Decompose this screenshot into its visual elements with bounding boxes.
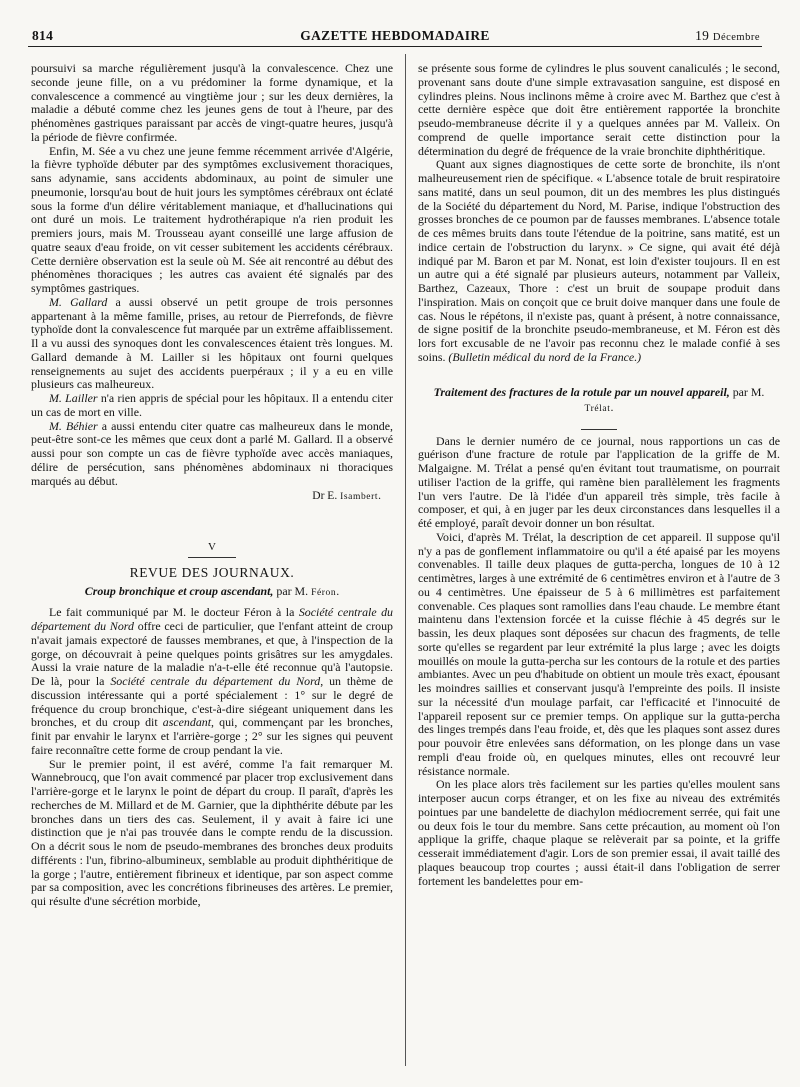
article-author: Féron [311,587,337,598]
paragraph: Sur le premier point, il est avéré, comme l'a fait remarquer M. Wannebroucq, que l'on avait commencé par placer trop exclusivement dans l'arrière-gorge et le larynx le point de départ du croup. Il paraît, d'après les recherches de M. Millard et de M. Garnier, que la diphthérite débute par les bronches dans un tiers des cas. Seulement, il y avait à faire ici une distinction que je n'ai pas trouvée dans le compte rendu de la discussion. On a décrit sous le nom de pseudo-membranes des bronches deux produits différents : l'un, fibrino-albumineux, semblable au produit diphthéritique de la gorge ; l'autre, entièrement fibrineux et identique, par son aspect comme par sa composition, avec les concrétions fibrineuses des artères. Le premier, qui résulte d'une sécrétion morbide, [31,756,393,908]
article-title: Traitement des fractures de la rotule par un nouvel appareil, [433,384,730,399]
paragraph-text: offre ceci de particulier, que l'enfant atteint de croup n'avait jamais expectoré de fausses membranes, et que, à l'inspection de la gorge, on découvrait à peine quelques points grisâtres sur les amygdales. Aussi la vraie nature de la maladie n'a-t-elle été reconnue qu'à l'autopsie. De là, pour la [31,619,393,688]
paragraph: se présente sous forme de cylindres le plus souvent canaliculés ; le second, provenant sans doute d'une simple extravasation sanguine, est disposé en cylindres pleins. Nous inclinons même à croire avec M. Barthez que c'est à cette dernière espèce que doit être entièrement rapportée la bronchite pseudo-membraneuse décrite il y a quelques années par M. Valleix. On comprend de quelle importance serait cette distinction pour la détermination du degré de fréquence de la vraie bronchite diphthéritique. [418,61,780,158]
column-divider [405,54,406,1066]
speaker-name: M. Gallard [49,294,108,309]
section-title: REVUE DES JOURNAUX. [129,564,295,580]
issue-month: Décembre [712,32,760,43]
paragraph-text: , qui, commençant par les bronches, finit par envahir le larynx et l'arrière-gorge ; 2° sur les signes qui peuvent faire reconnaître cette forme de croup pendant la vie. [31,715,393,757]
paragraph: poursuivi sa marche régulièrement jusqu'à la convalescence. Chez une seconde jeune fille, on a vu prédominer la forme dynamique, et la convalescence a commencé au vingtième jour ; sur les deux dernières, la maladie a débuté comme chez les jeunes gens de tout à l'heure, par des phénomènes gastriques paraissant par accès de vingt-quatre heures, jusqu'à la période de fièvre confirmée. [31,61,393,144]
article-by: par M. [273,583,312,598]
article-title-block [418,385,780,430]
left-column [31,62,393,909]
title-rule [581,429,617,430]
paragraph: On les place alors très facilement sur les parties qu'elles moulent sans interposer aucun corps étranger, et on les fixe au niveau des extrémités pointues par une bandelette de diachylon médiocrement serrée, qui fait une ou deux fois le tour du membre. Sans cette précaution, au moment où l'on applique la griffe, chaque plaque se relèverait par sa pointe, et la griffe cesserait immédiatement d'agir. Lors de son premier essai, il avait taillé des plaques beaucoup trop courtes ; aussi était-il dans l'obligation de serrer fortement les bandelettes pour em- [418,777,780,888]
paragraph-text: , un thème de discussion intéressante qui a porté spécialement : 1° sur le degré de fréquence du croup bronchique, c'est-à-dire siégeant uniquement dans les bronches, et du croup dit [31,674,393,730]
paragraph [31,420,393,489]
signature-initial: Dr E. [312,490,341,503]
speaker-name: M. Béhier [49,418,98,433]
source-citation: (Bulletin médical du nord de la France.) [448,349,642,364]
header-rule [28,46,762,47]
article-title-end: . [336,583,340,598]
right-column [418,62,780,888]
article-title-block [31,585,393,601]
ornament-rule [188,557,236,558]
paragraph-text: n'a rien appris de spécial pour les hôpitaux. Il a entendu citer un cas de mort en ville. [31,391,393,419]
article-by: par M. [729,384,765,399]
paragraph-text: Quant aux signes diagnostiques de cette sorte de bronchite, ils n'ont malheureusement rien de spécifique. « L'absence totale de bruit respiratoire sans matité, dans un seul poumon, dit un des membres les plus distingués de la Société du département du Nord, M. Parise, indique l'obstruction des grosses bronches de ce poumon par de fausses membranes. L'absence totale de ces mêmes bruits dans toute l'étendue de la poitrine, sans matité, est un indice certain de l'obstruction du larynx. » Ce signe, qui avait été déjà indiqué par M. Baron et par M. Nonat, est loin d'exister toujours. Il en est un autre qui a été signalé par plusieurs auteurs, notamment par Valleix, Barthez, Cazeaux, Thore : c'est un bruit de soupape produit dans l'inspiration. Mais on conçoit que ce bruit doive manquer dans une foule de cas. Nous le répétons, il n'existe pas, quant à présent, à notre connaissance, de signe positif de la bronchite pseudo-membraneuse, et M. Féron est dès lors fort excusable de ne l'avoir pas reconnu chez le malade confié à ses soins. [418,157,780,364]
emphasis-term: ascendant [162,715,212,730]
paragraph [31,296,393,392]
journal-title: GAZETTE HEBDOMADAIRE [300,28,490,43]
society-name: Société centrale du département du Nord [110,674,321,688]
section-ornament: V [208,541,216,553]
paragraph [418,158,780,364]
signature-end: . [378,490,381,503]
society-name: Société centrale du département du Nord [31,605,394,633]
issue-date [695,28,760,44]
issue-day: 19 [695,28,710,43]
article-title-end: . [610,399,614,414]
signature [31,490,381,505]
paragraph [31,606,393,757]
running-head [30,24,760,44]
speaker-name: M. Lailler [49,391,98,405]
paragraph: Dans le dernier numéro de ce journal, nous rapportions un cas de guérison d'une fracture de rotule par l'application de la griffe de M. Malgaigne. M. Trélat a pensé qu'en évitant tout traumatisme, on pourrait utiliser l'action de la griffe, qui ramène bien parallèlement les fragments l'un vers l'autre. De là l'idée d'un appareil très simple, très facile à composer, et qui, à en juger par les deux circonstances dans lesquelles il a été employé, paraît devoir donner un bon résultat. [418,433,780,530]
paragraph [31,392,393,420]
paragraph: Voici, d'après M. Trélat, la description de cet appareil. Il suppose qu'il n'y a pas de gonflement inflammatoire ou qu'il a été apaisé par les moyens convenables. Il taille deux plaques de gutta-percha, longues de 10 à 12 centimètres, larges à une extrémité de 6 centimètres environ et à l'autre de 3 ou 4 centimètres. Une épaisseur de 5 à 6 millimètres est parfaitement convenable. Ces plaques sont ramollies dans l'eau chaude. Le membre étant maintenu dans l'extension forcée et la cuisse fléchie à 45 degrés sur le bassin, les deux plaques sont déposées sur chacun des fragments, de telle sorte qu'elles se regardent par leur extrémité la plus large ; avec les doigts mouillés on moule la gutta-percha sur les contours de la rotule et des parties ambiantes. Avec un peu d'habitude on obtient un moule très exact, épousant les moindres saillies et conservant jusqu'à l'empreinte des poils. Il insiste sur la nécessité d'un moulage parfait, car l'efficacité et l'innocuité de l'appareil reposent sur ce premier temps. On applique sur la gutta-percha des linges trempés dans l'eau froide, et, dès que les plaques sont assez dures pour pouvoir être enlevées sans déformation, on les plonge dans un vase rempli d'eau froide où, en quelques minutes, elles ont recouvré leur résistance normale. [418,529,780,778]
article-title: Croup bronchique et croup ascendant, [84,583,274,598]
paragraph: Enfin, M. Sée a vu chez une jeune femme récemment arrivée d'Algérie, la fièvre typhoïde débuter par des symptômes exclusivement thoraciques, sans adynamie, sans accidents abdominaux, au point de simuler une pneumonie, lorsqu'au bout de huit jours les symptômes cérébraux ont éclaté sous la forme d'un délire véritablement maniaque, et d'hallucinations qui ont duré un mois. Le traitement hydrothérapique n'a rien produit les premiers jours, mais M. Trousseau ayant conseillé une large affusion de quatre seaux d'eau froide, on vit cesser subitement les accidents cérébraux. Cette dernière observation est la seule où M. Sée ait rencontré au début des phénomènes thoraciques ; les autres cas avaient été signalés par des symptômes gastriques. [31,143,393,295]
page-number: 814 [32,28,54,43]
paragraph-text: a aussi entendu citer quatre cas malheureux dans le monde, peut-être sont-ce les mêmes que ceux dont a parlé M. Gallard. Il a observé aussi pour son compte un cas de fièvre typhoïde avec accès maniaques, délire de persécution, sans phénomènes abdominaux ni thoraciques marqués au début. [31,418,393,488]
paragraph-text: Le fait communiqué par M. le docteur Féron à la [49,605,299,620]
paragraph-text: a aussi observé un petit groupe de trois personnes appartenant à la même famille, prises, au retour de Pierrefonds, de fièvre typhoïde dont la convalescence fut marquée par un extrême affaiblissement. Il a vu aussi des synoques dont les convalescences étaient très longues. M. Gallard demande à M. Lailler si les hôpitaux ont fourni quelques renseignements au sujet des accidents puerpéraux ; il y a eu en ville plusieurs cas malheureux. [31,294,393,392]
article-author: Trélat [584,403,611,414]
signature-name: Isambert [340,492,379,503]
